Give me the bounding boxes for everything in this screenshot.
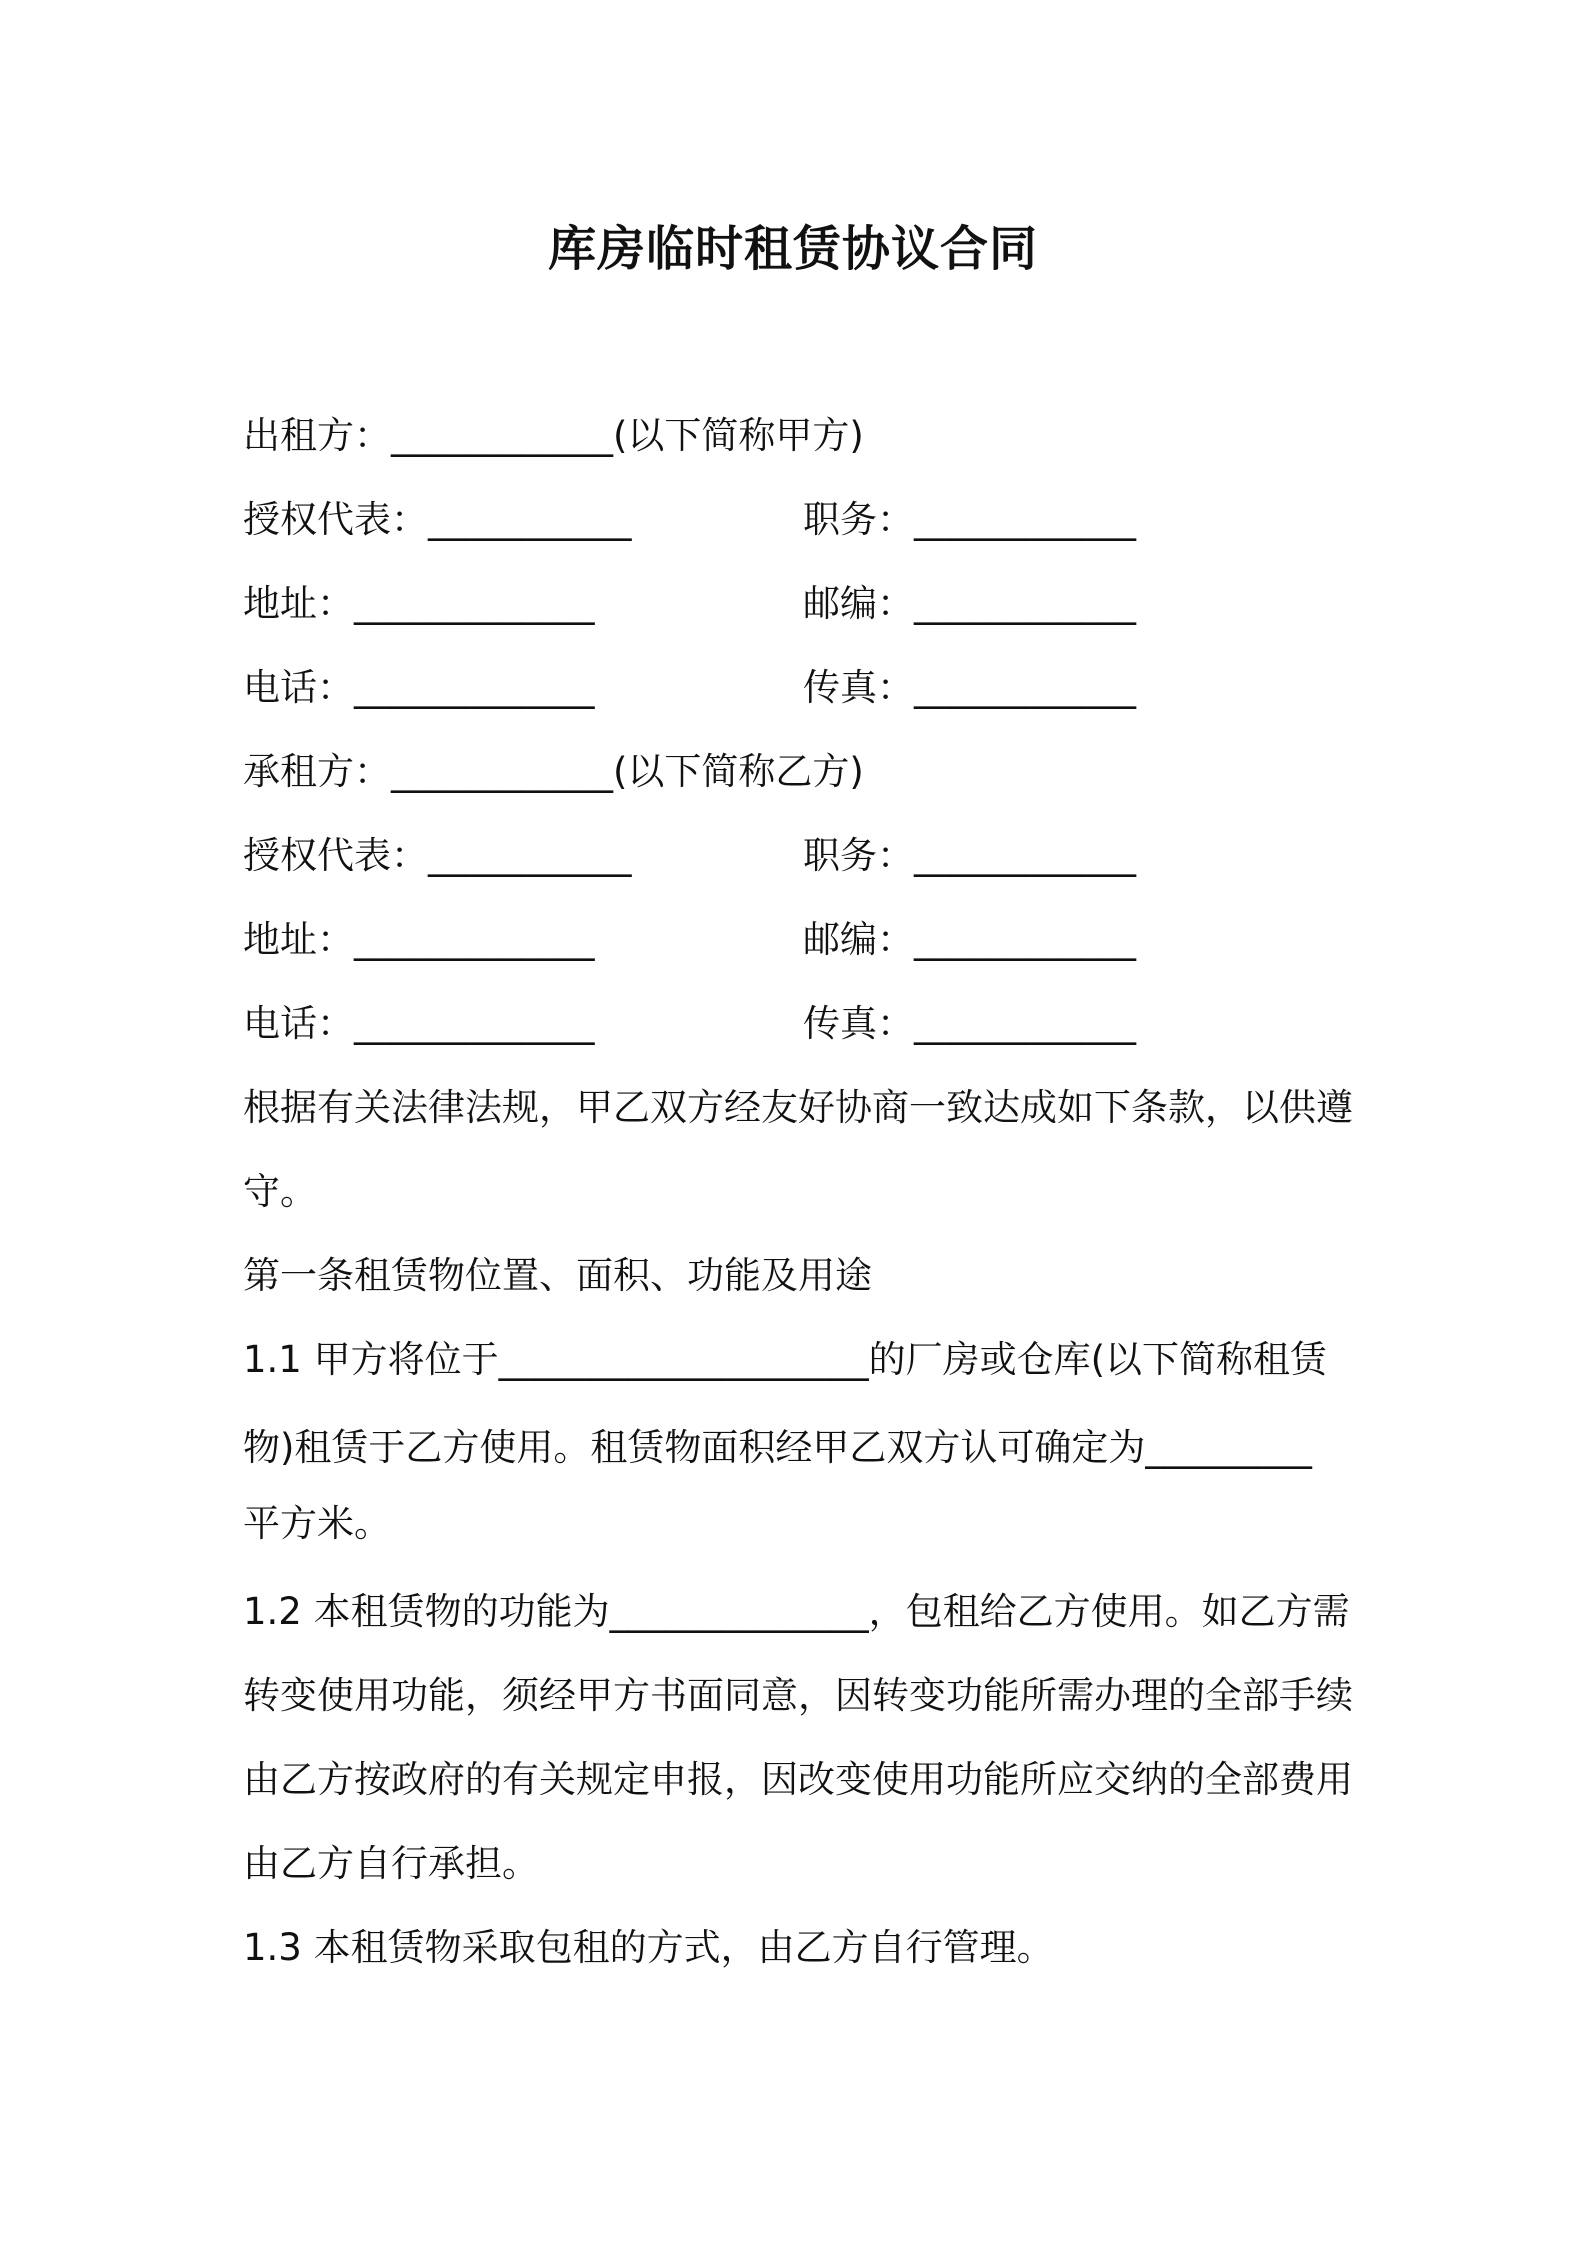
lessee-contact-row-1 [243,832,1136,880]
lessee-contact-row-3 [243,1000,1136,1048]
lessee-fax-field: 传真：____________ [803,1002,1136,1045]
lessee-address-field: 地址：_____________ [243,918,595,961]
lessee-rep-field: 授权代表：___________ [243,834,632,877]
lessor-contact-row-3 [243,664,1136,712]
lessee-phone-field: 电话：_____________ [243,1002,595,1045]
clause-1-2-line-2: 转变使用功能，须经甲方书面同意，因转变功能所需办理的全部手续 [243,1674,1353,1717]
lessor-contact-row-1 [243,496,1136,544]
lessor-phone-field: 电话：_____________ [243,666,595,709]
article-1-heading: 第一条租赁物位置、面积、功能及用途 [243,1254,872,1297]
lessee-position-field: 职务：____________ [803,834,1136,877]
clause-1-1-line-3: 平方米。 [243,1502,391,1545]
document-title: 库房临时租赁协议合同 [547,221,1038,277]
preamble-line-2: 守。 [243,1170,317,1213]
clause-1-1-line-2: 物)租赁于乙方使用。租赁物面积经甲乙双方认可确定为_________ [243,1426,1312,1469]
clause-1-1-line-1: 1.1 甲方将位于____________________的厂房或仓库(以下简称租赁 [243,1338,1328,1381]
lessee-line: 承租方：____________(以下简称乙方) [243,750,864,793]
lessor-position-field: 职务：____________ [803,498,1136,541]
clause-1-2-line-1: 1.2 本租赁物的功能为______________，包租给乙方使用。如乙方需 [243,1590,1350,1633]
lessor-address-field: 地址：_____________ [243,582,595,625]
clause-1-3: 1.3 本租赁物采取包租的方式，由乙方自行管理。 [243,1926,1054,1969]
clause-1-2-line-4: 由乙方自行承担。 [243,1842,539,1885]
lessor-contact-row-2 [243,580,1136,628]
lessor-postcode-field: 邮编：____________ [803,582,1136,625]
clause-1-2-line-3: 由乙方按政府的有关规定申报，因改变使用功能所应交纳的全部费用 [243,1758,1353,1801]
lessee-contact-row-2 [243,916,1136,964]
lessor-line: 出租方：____________(以下简称甲方) [243,414,864,457]
lessee-postcode-field: 邮编：____________ [803,918,1136,961]
lessor-rep-field: 授权代表：___________ [243,498,632,541]
preamble-line-1: 根据有关法律法规，甲乙双方经友好协商一致达成如下条款，以供遵 [243,1086,1353,1129]
lessor-fax-field: 传真：____________ [803,666,1136,709]
